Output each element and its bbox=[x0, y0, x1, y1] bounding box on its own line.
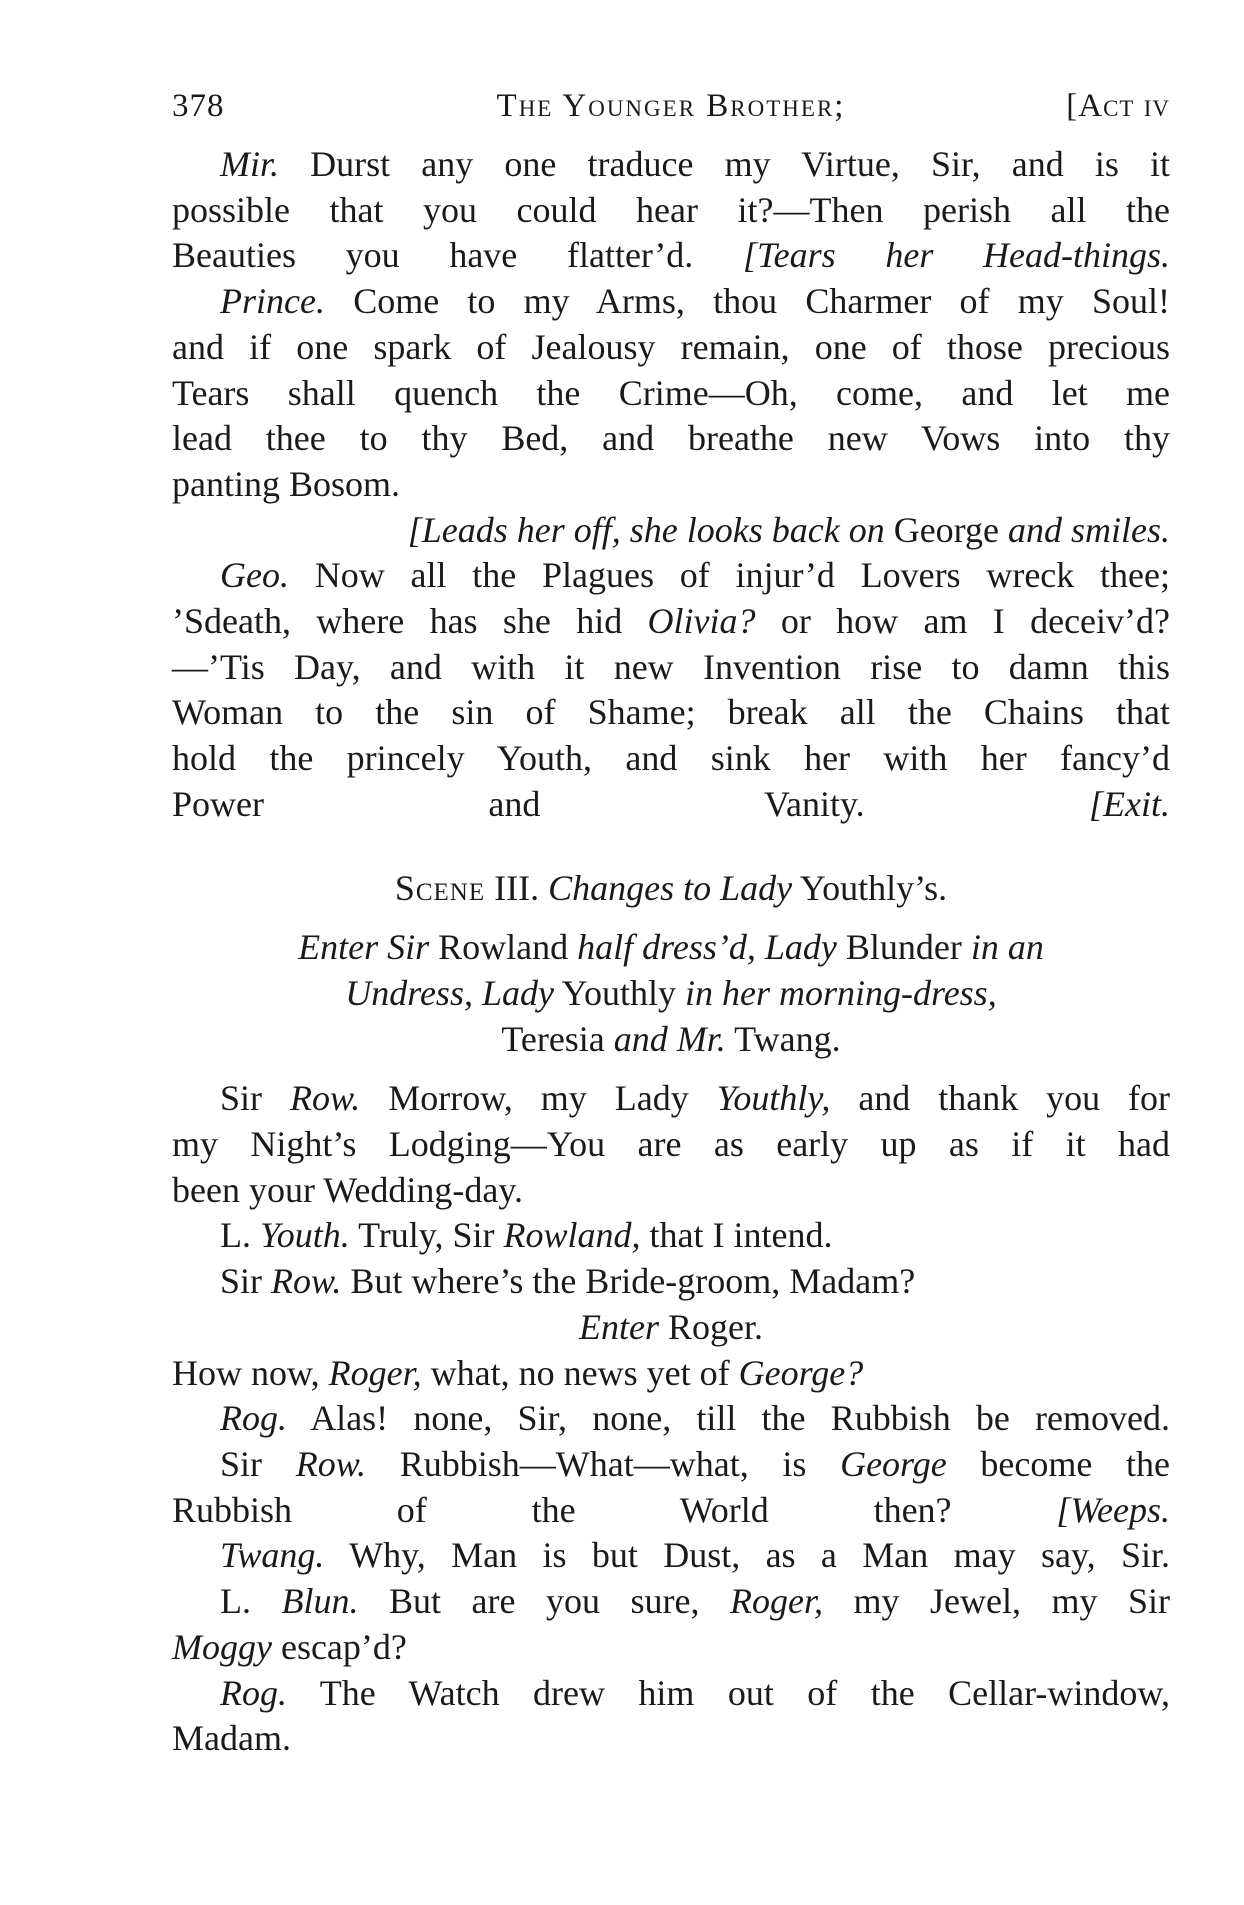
running-title: The Younger Brother; bbox=[496, 88, 846, 124]
character-name: Roger, bbox=[730, 1581, 824, 1622]
scene-label: Scene bbox=[394, 867, 486, 908]
line-text: Durst any one traduce my Virtue, Sir, and is it bbox=[310, 144, 1170, 184]
text-line bbox=[172, 1625, 1170, 1671]
character-name: George bbox=[840, 1443, 947, 1484]
text-line bbox=[172, 142, 1170, 188]
speaker: Blun. bbox=[281, 1581, 359, 1622]
text-line bbox=[172, 1076, 1170, 1122]
speaker-title: L. bbox=[220, 1581, 251, 1622]
text-line bbox=[172, 1488, 1170, 1534]
speaker: Row. bbox=[289, 1078, 361, 1119]
spacer bbox=[172, 1062, 1170, 1076]
character-name: Teresia bbox=[501, 1018, 605, 1059]
text-line: and if one spark of Jealousy remain, one of those precious bbox=[172, 326, 1170, 367]
stage-direction: Undress, Lady bbox=[345, 972, 554, 1013]
speaker: Geo. bbox=[220, 555, 289, 596]
stage-direction: Enter bbox=[579, 1306, 659, 1347]
page-body bbox=[172, 142, 1170, 1762]
text-line bbox=[172, 233, 1170, 279]
line-text: How now, bbox=[172, 1352, 320, 1393]
line-text: Rubbish of the World then? bbox=[172, 1489, 952, 1530]
speaker: Rog. bbox=[220, 1672, 287, 1713]
stage-direction-line bbox=[172, 508, 1170, 554]
stage-direction: and Mr. bbox=[613, 1018, 726, 1059]
speaker-title: Sir bbox=[220, 1078, 263, 1119]
text-line: Woman to the sin of Shame; break all the Chains that bbox=[172, 692, 1170, 733]
text-line bbox=[172, 553, 1170, 599]
line-text: Come to my Arms, thou Charmer of my Soul! bbox=[353, 281, 1170, 322]
text-line: possible that you could hear it?—Then perish all the bbox=[172, 189, 1170, 230]
text-line: lead thee to thy Bed, and breathe new Vows into thy bbox=[172, 418, 1170, 459]
entrance-line bbox=[172, 1017, 1170, 1063]
character-name: Roger. bbox=[667, 1306, 763, 1347]
text-line bbox=[172, 1351, 1170, 1397]
line-text: ’Sdeath, where has she hid bbox=[172, 601, 623, 642]
running-header bbox=[172, 88, 1170, 144]
text-line: panting Bosom. bbox=[172, 463, 401, 504]
stage-direction: and smiles. bbox=[1008, 509, 1170, 550]
line-text: Truly, Sir bbox=[358, 1215, 495, 1256]
character-name: Roger, bbox=[328, 1352, 422, 1393]
speaker: Rog. bbox=[220, 1398, 287, 1439]
character-name: Blunder bbox=[845, 927, 962, 968]
line-text: escap’d? bbox=[280, 1626, 407, 1667]
line-text: my Jewel, my Sir bbox=[853, 1581, 1171, 1622]
line-text: what, no news yet of bbox=[430, 1352, 730, 1393]
speaker-title: Sir bbox=[220, 1443, 263, 1484]
speaker: Youth. bbox=[260, 1215, 350, 1256]
line-text: Rubbish—What—what, is bbox=[399, 1443, 807, 1484]
entrance-line bbox=[172, 1305, 1170, 1351]
stage-direction: Enter Sir bbox=[298, 927, 430, 968]
spacer bbox=[172, 911, 1170, 925]
character-name: Olivia? bbox=[647, 601, 756, 642]
speaker: Row. bbox=[295, 1443, 367, 1484]
text-line bbox=[172, 1396, 1170, 1442]
character-name: Twang. bbox=[734, 1018, 841, 1059]
text-line bbox=[172, 782, 1170, 828]
line-text: and thank you for bbox=[858, 1078, 1171, 1119]
character-name: Moggy bbox=[172, 1626, 272, 1667]
text-line: Tears shall quench the Crime—Oh, come, and let me bbox=[172, 372, 1170, 413]
stage-direction: [Tears her Head-things. bbox=[742, 235, 1170, 276]
stage-direction: [Weeps. bbox=[1056, 1489, 1171, 1530]
stage-direction: [Leads her off, she looks back on bbox=[407, 509, 885, 550]
line-text: become the bbox=[980, 1443, 1171, 1484]
line-text: But where’s the Bride-groom, Madam? bbox=[350, 1261, 916, 1302]
text-line bbox=[172, 599, 1170, 645]
stage-direction: in her morning-dress, bbox=[685, 972, 997, 1013]
speaker-title: Sir bbox=[220, 1261, 263, 1302]
character-name: Rowland, bbox=[503, 1215, 641, 1256]
character-name: Youthly bbox=[561, 972, 677, 1013]
text-line bbox=[172, 1259, 1170, 1305]
text-line bbox=[172, 1533, 1170, 1579]
stage-direction: half dress’d, Lady bbox=[577, 927, 837, 968]
text-line: my Night’s Lodging—You are as early up as if it had bbox=[172, 1124, 1170, 1165]
text-line: hold the princely Youth, and sink her with her fancy’d bbox=[172, 738, 1170, 779]
stage-direction: [Exit. bbox=[1089, 783, 1171, 824]
entrance-line bbox=[172, 971, 1170, 1017]
line-text: Now all the Plagues of injur’d Lovers wreck thee; bbox=[314, 555, 1170, 596]
line-text: Beauties you have flatter’d. bbox=[172, 235, 694, 276]
scene-heading bbox=[172, 866, 1170, 912]
line-text: The Watch drew him out of the Cellar-window, bbox=[319, 1672, 1170, 1713]
speaker: Mir. bbox=[220, 144, 280, 184]
scene-place: Youthly’s. bbox=[799, 867, 948, 908]
scene-location: Changes to Lady bbox=[548, 867, 793, 908]
line-text: Why, Man is but Dust, as a Man may say, Sir. bbox=[349, 1535, 1170, 1576]
entrance-line bbox=[172, 925, 1170, 971]
text-line: Madam. bbox=[172, 1718, 291, 1759]
spacer bbox=[172, 828, 1170, 866]
text-line bbox=[172, 1671, 1170, 1717]
text-line: been your Wedding-day. bbox=[172, 1169, 523, 1210]
line-text: that I intend. bbox=[649, 1215, 833, 1256]
speaker-title: L. bbox=[220, 1215, 251, 1256]
character-name: George? bbox=[738, 1352, 864, 1393]
speaker: Row. bbox=[271, 1261, 342, 1302]
stage-direction: in an bbox=[970, 927, 1044, 968]
text-line bbox=[172, 1213, 1170, 1259]
character-name: Rowland bbox=[438, 927, 569, 968]
speaker: Prince. bbox=[220, 281, 325, 322]
line-text: Alas! none, Sir, none, till the Rubbish be removed. bbox=[310, 1398, 1170, 1439]
act-label: [Act iv bbox=[1066, 88, 1170, 124]
text-line bbox=[172, 1579, 1170, 1625]
character-name: George bbox=[893, 509, 999, 550]
line-text: or how am I deceiv’d? bbox=[780, 601, 1171, 642]
text-line bbox=[172, 1442, 1170, 1488]
line-text: Morrow, my Lady bbox=[388, 1078, 689, 1119]
scene-number: III. bbox=[494, 867, 540, 908]
text-line: —’Tis Day, and with it new Invention rise to damn this bbox=[172, 646, 1170, 687]
page-number: 378 bbox=[172, 88, 225, 124]
line-text: Power and Vanity. bbox=[172, 783, 865, 824]
text-line bbox=[172, 279, 1170, 325]
speaker: Twang. bbox=[220, 1535, 325, 1576]
line-text: But are you sure, bbox=[389, 1581, 700, 1622]
character-name: Youthly, bbox=[716, 1078, 831, 1119]
